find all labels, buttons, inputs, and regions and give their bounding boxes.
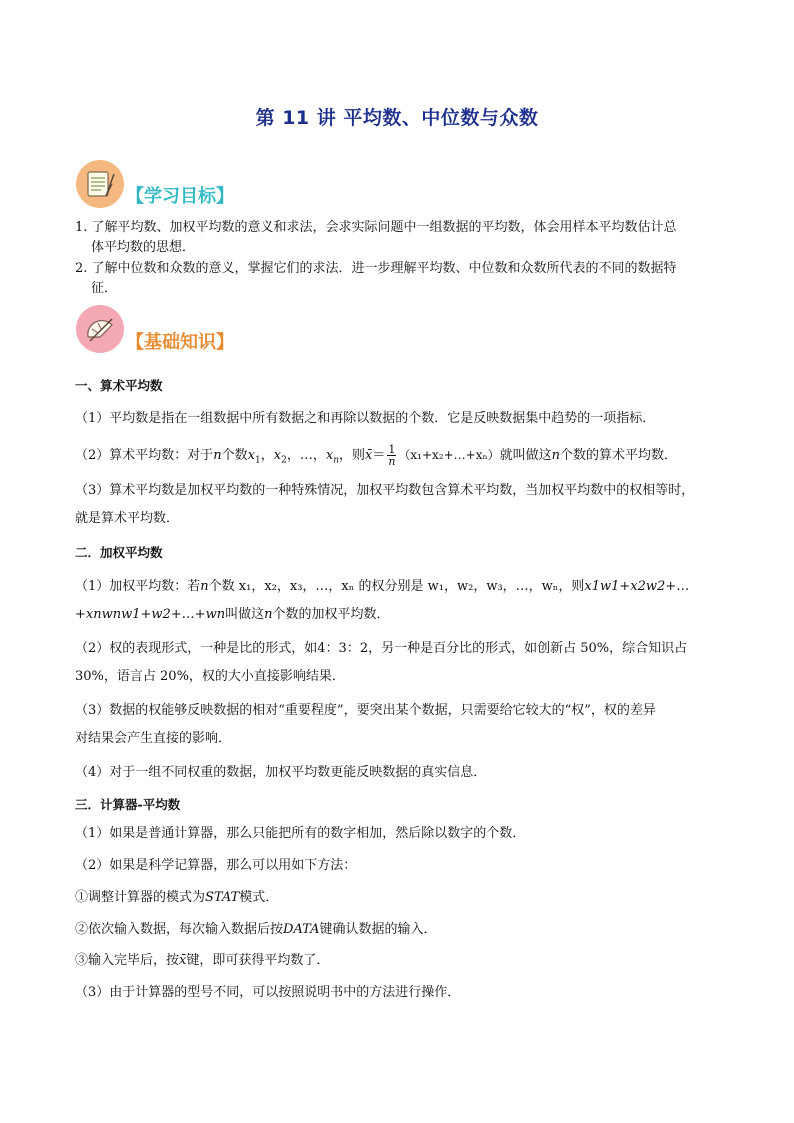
section-3-para-1: （1）如果是普通计算器，那么只能把所有的数字相加，然后除以数字的个数． xyxy=(75,826,526,841)
section-1-para-2: （2）算术平均数：对于n个数$x_1$，$x_2$，…，$x_n$，则x̄＝ $\frac{1}{n}$ （x₁+x₂+…+xₙ）就叫做这n个数的算术平均数． xyxy=(75,443,678,468)
section-2-para-1-line-1: （1）加权平均数：若n个数 x₁，x₂，x₃，…，xₙ 的权分别是 w₁，w₂，w₃，…，wₙ，则x1w1+x2w2+… xyxy=(75,579,690,594)
section-1-para-1: （1）平均数是指在一组数据中所有数据之和再除以数据的个数．它是反映数据集中趋势的一项指标． xyxy=(75,411,656,426)
section-3-para-3: （3）由于计算器的型号不同，可以按照说明书中的方法进行操作． xyxy=(75,985,461,1000)
protractor-icon xyxy=(76,305,124,353)
section-2-para-2-line-2: 30%，语言占 20%，权的大小直接影响结果． xyxy=(75,669,345,684)
goals-section-header xyxy=(76,160,234,208)
section-2-para-4: （4）对于一组不同权重的数据，加权平均数更能反映数据的真实信息． xyxy=(75,765,487,780)
section-2-para-1-line-2: +xnwnw1+w2+…+wn叫做这n个数的加权平均数． xyxy=(75,607,390,622)
goal-item-1-line-1: 1. 了解平均数、加权平均数的意义和求法，会求实际问题中一组数据的平均数，体会用样本平均数估计总 xyxy=(75,220,677,235)
basics-heading: 【基础知识】 xyxy=(126,332,234,353)
section-3-para-2: （2）如果是科学记算器，那么可以用如下方法： xyxy=(75,858,357,873)
fraction-one-over-n: $\frac{1}{n}$ xyxy=(388,443,396,468)
goal-item-1-line-2: 体平均数的思想． xyxy=(91,240,196,255)
section-3-step-2: ②依次输入数据，每次输入数据后按DATA键确认数据的输入． xyxy=(75,922,437,937)
section-3-step-1: ①调整计算器的模式为STAT模式． xyxy=(75,890,279,905)
page-title: 第 11 讲 平均数、中位数与众数 xyxy=(255,107,539,129)
section-1-para-3-line-2: 就是算术平均数． xyxy=(75,511,180,526)
section-3-heading: 三．计算器-平均数 xyxy=(75,797,181,812)
notebook-icon xyxy=(76,160,124,208)
section-1-para-3-line-1: （3）算术平均数是加权平均数的一种特殊情况，加权平均数包含算术平均数，当加权平均数中的权相等时， xyxy=(75,483,695,498)
section-3-step-3: ③输入完毕后，按x̄键，即可获得平均数了． xyxy=(75,953,330,968)
goal-item-2-line-2: 征． xyxy=(91,281,118,296)
section-2-para-3-line-1: （3）数据的权能够反映数据的相对“重要程度”，要突出某个数据，只需要给它较大的“权”，权的差异 xyxy=(75,703,656,718)
section-2-heading: 二．加权平均数 xyxy=(75,545,163,560)
section-2-para-3-line-2: 对结果会产生直接的影响． xyxy=(75,731,232,746)
basics-section-header xyxy=(76,304,234,354)
section-1-heading: 一、算术平均数 xyxy=(75,378,163,393)
goal-item-2-line-1: 2. 了解中位数和众数的意义，掌握它们的求法．进一步理解平均数、中位数和众数所代表的不同的数据特 xyxy=(75,261,677,276)
goals-heading: 【学习目标】 xyxy=(126,186,234,207)
section-2-para-2-line-1: （2）权的表现形式，一种是比的形式，如4：3：2，另一种是百分比的形式，如创新占 50%，综合知识占 xyxy=(75,641,688,656)
